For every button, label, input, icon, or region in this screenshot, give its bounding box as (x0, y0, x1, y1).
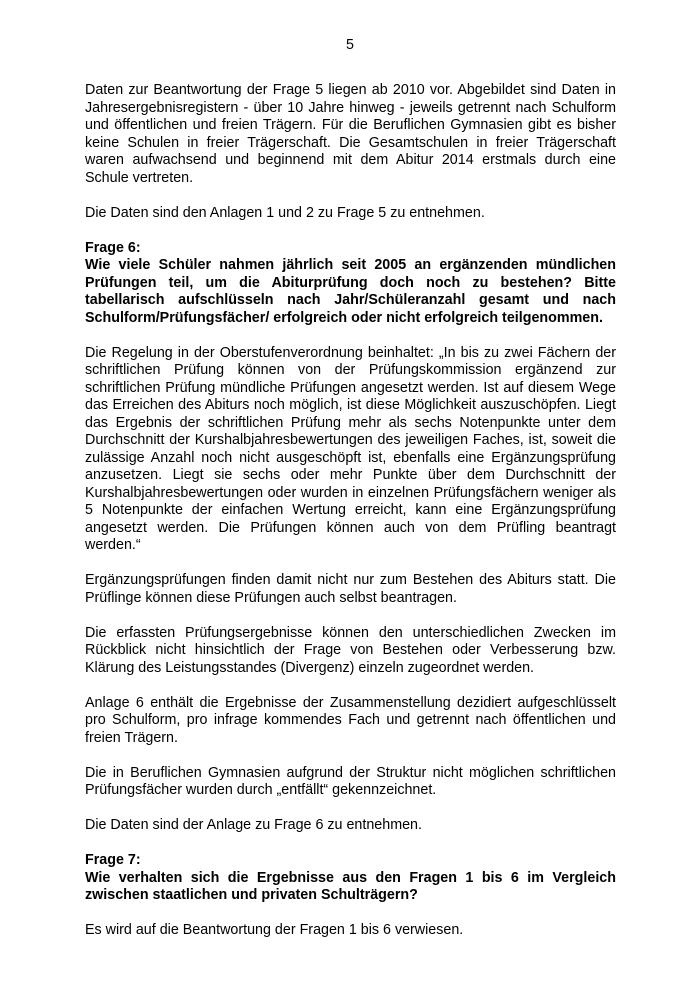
answer-5-reference: Die Daten sind den Anlagen 1 und 2 zu Frage 5 zu entnehmen. (85, 204, 485, 221)
answer-6-regulation-paragraph: Die Regelung in der Oberstufenverordnung beinhaltet: „In bis zu zwei Fächern der schriftlichen Prüfung können von der Prüfungskommission ergänzend zur schriftlichen Prüfung mündliche Prüfungen angesetzt werden. Ist auf diesem Wege das Erreichen des Abiturs noch möglich, ist diese Möglichkeit auszuschöpfen. Liegt das Ergebnis der schriftlichen Prüfung mehr als sechs Notenpunkte unter dem Durchschnitt der Kurshalbjahresbewertungen des jeweiligen Faches, ist, soweit die zulässige Anzahl noch nicht ausgeschöpft ist, ebenfalls eine Ergänzungsprüfung anzusetzen. Liegt sie sechs oder mehr Punkte über dem Durchschnitt der Kurshalbjahresbewertungen oder wurden in einzelnen Prüfungsfächern weniger als 5 Notenpunkte der einfachen Wertung erreicht, kann eine Ergänzungsprüfung angesetzt werden. Die Prüfungen können auch von dem Prüfling beantragt werden.“ (85, 344, 616, 553)
question-6-heading: Frage 6: (85, 239, 141, 256)
document-body (85, 82, 616, 957)
page-number: 5 (346, 37, 354, 53)
answer-6-paragraph-4: Anlage 6 enthält die Ergebnisse der Zusammenstellung dezidiert aufgeschlüsselt pro Schulform, pro infrage kommendes Fach und getrennt nach öffentlichen und freien Trägern. (85, 694, 616, 746)
answer-6-paragraph-2: Ergänzungsprüfungen finden damit nicht nur zum Bestehen des Abiturs statt. Die Prüflinge können diese Prüfungen auch selbst beantragen. (85, 572, 616, 606)
answer-6-paragraph-3: Die erfassten Prüfungsergebnisse können den unterschiedlichen Zwecken im Rückblick nicht hinsichtlich der Frage von Bestehen oder Verbesserung bzw. Klärung des Leistungsstandes (Divergenz) einzeln zugeordnet werden. (85, 624, 616, 676)
answer-6-paragraph-5: Die in Beruflichen Gymnasien aufgrund der Struktur nicht möglichen schriftlichen Prüfungsfächer wurden durch „entfällt“ gekennzeichnet. (85, 764, 616, 798)
question-6-text: Wie viele Schüler nahmen jährlich seit 2005 an ergänzenden mündlichen Prüfungen teil, um die Abiturprüfung doch noch zu bestehen? Bitte tabellarisch aufschlüsseln nach Jahr/Schüleranzahl gesamt und nach Schulform/Prüfungsfächer/ erfolgreich oder nicht erfolgreich teilgenommen. (85, 257, 616, 326)
answer-7-paragraph: Es wird auf die Beantwortung der Fragen 1 bis 6 verwiesen. (85, 922, 464, 938)
question-7-heading: Frage 7: (85, 852, 141, 868)
question-7-text: Wie verhalten sich die Ergebnisse aus den Fragen 1 bis 6 im Vergleich zwischen staatlichen und privaten Schulträgern? (85, 869, 616, 903)
answer-6-reference: Die Daten sind der Anlage zu Frage 6 zu entnehmen. (85, 817, 422, 833)
answer-5-paragraph: Daten zur Beantwortung der Frage 5 liegen ab 2010 vor. Abgebildet sind Daten in Jahresergebnisregistern - über 10 Jahre hinweg - jeweils getrennt nach Schulform und öffentlichen und freien Trägern. Für die Beruflichen Gymnasien gibt es bisher keine Schulen in freier Trägerschaft. Die Gesamtschulen in freier Trägerschaft waren aufwachsend und beginnend mit dem Abitur 2014 erstmals durch eine Schule vertreten. (85, 82, 616, 186)
